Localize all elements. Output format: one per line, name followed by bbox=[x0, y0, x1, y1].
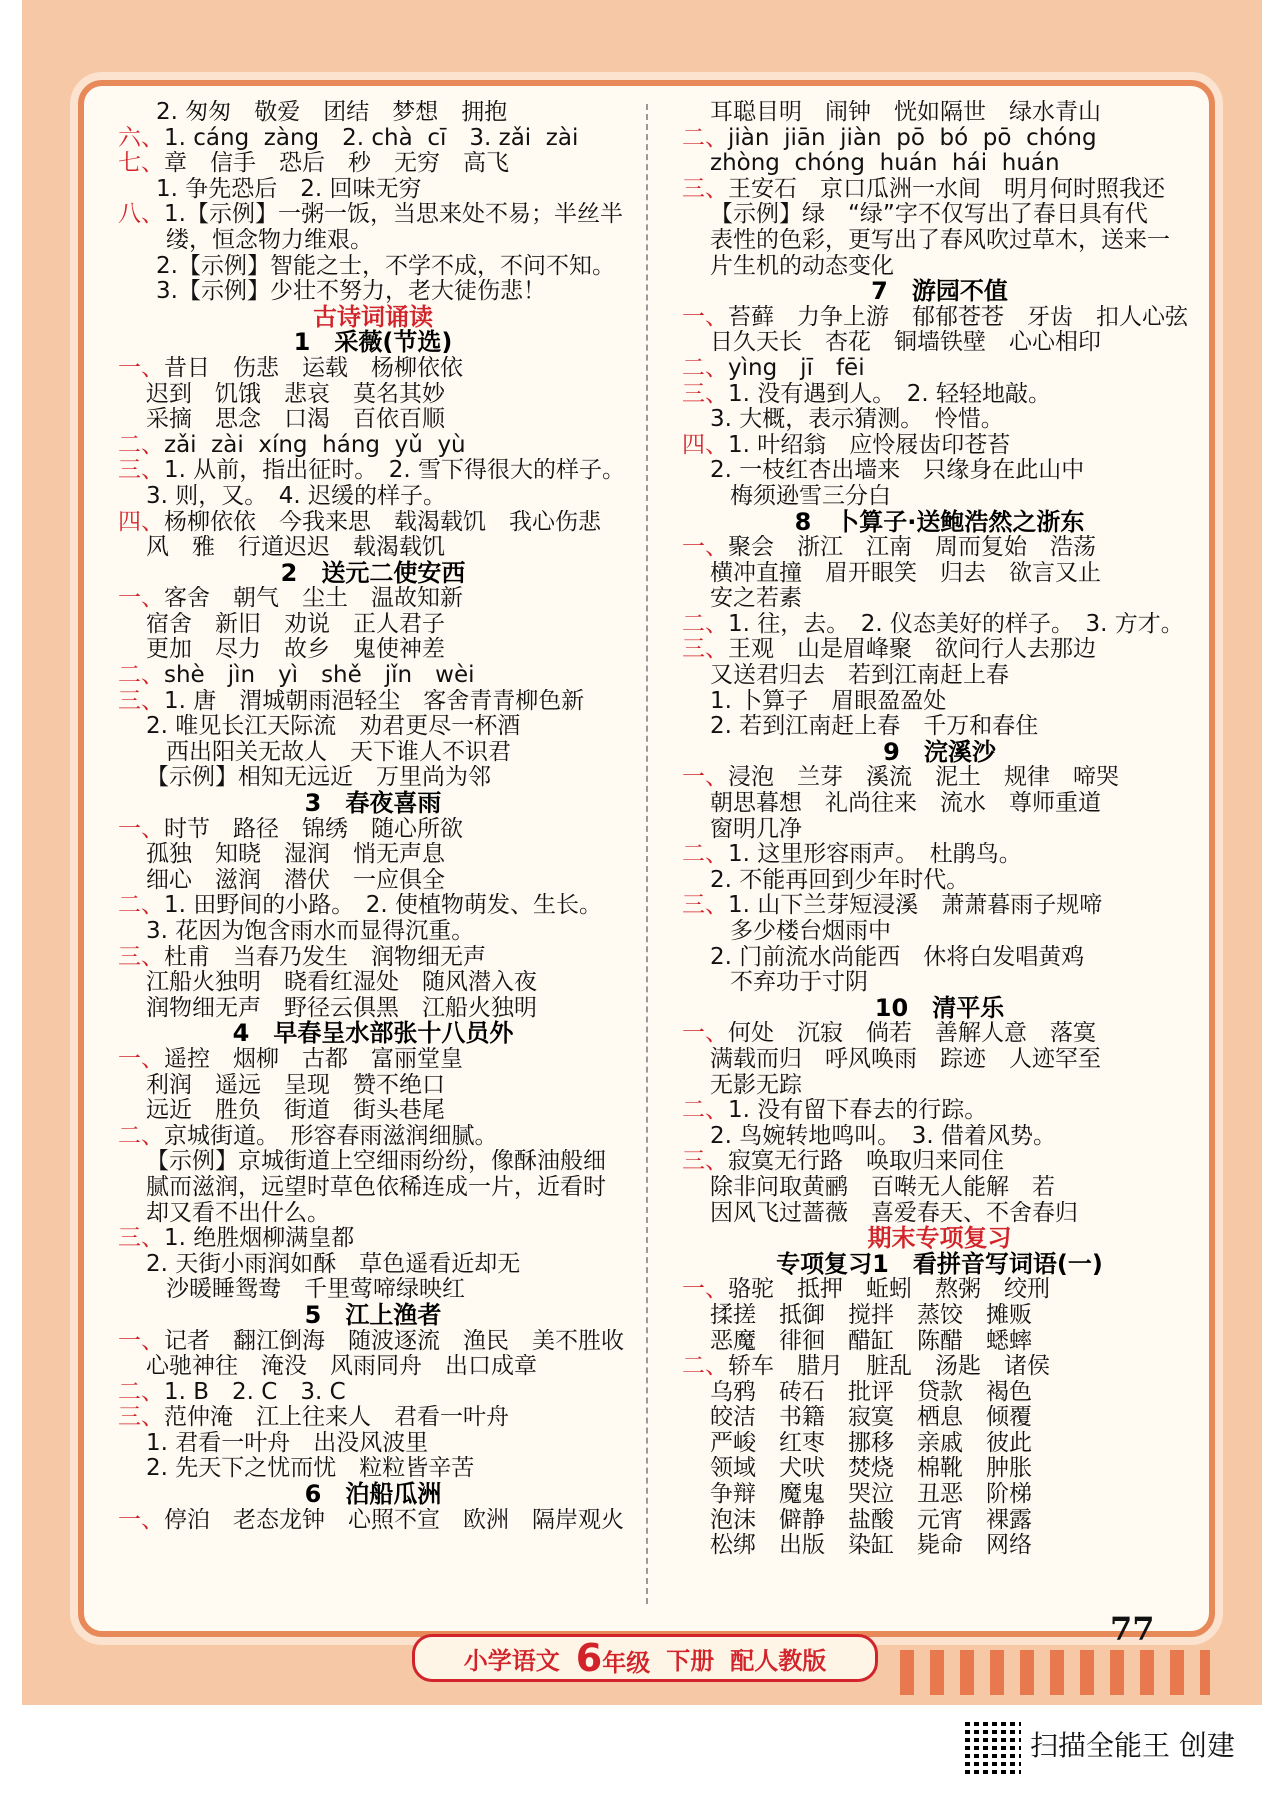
answer-line: 又送君归去 若到江南赶上春 bbox=[710, 663, 1009, 689]
question-number: 二、 bbox=[682, 1098, 728, 1124]
question-number: 三、 bbox=[682, 1149, 728, 1175]
question-number: 一、 bbox=[682, 1021, 728, 1047]
answer-line bbox=[118, 663, 628, 689]
question-number: 二、 bbox=[682, 842, 728, 868]
answer-line: 朝思暮想 礼尚往来 流水 尊师重道 bbox=[710, 791, 1101, 817]
section-heading: 专项复习1 看拼音写词语(一) bbox=[776, 1249, 1103, 1278]
answer-line bbox=[118, 510, 628, 536]
answer-line bbox=[682, 637, 1197, 663]
answer-line bbox=[118, 1405, 628, 1431]
footer-term: 下册 bbox=[666, 1646, 715, 1675]
answer-text: 杜甫 当春乃发生 润物细无声 bbox=[164, 944, 486, 970]
answer-line: 西出阳关无故人 天下谁人不识君 bbox=[166, 739, 511, 765]
answer-line: zhòng chóng huán hái huán bbox=[710, 151, 1060, 177]
answer-line: 腻而滋润，远望时草色依稀连成一片，近看时 bbox=[146, 1174, 606, 1200]
answer-line: 2. 唯见长江天际流 劝君更尽一杯酒 bbox=[146, 714, 521, 740]
question-number: 二、 bbox=[682, 355, 728, 381]
question-number: 一、 bbox=[682, 535, 728, 561]
answer-line bbox=[118, 126, 628, 152]
answer-line: 3. 则，又。 4. 迟缓的样子。 bbox=[146, 483, 447, 509]
answer-text: 1. 没有留下春去的行踪。 bbox=[728, 1098, 988, 1124]
question-number: 三、 bbox=[682, 893, 728, 919]
answer-line bbox=[682, 1098, 1197, 1124]
answer-text: 1. 绝胜烟柳满皇都 bbox=[164, 1226, 355, 1252]
question-number: 三、 bbox=[118, 688, 164, 714]
answer-line: 3.【示例】少壮不努力，老大徒伤悲！ bbox=[156, 279, 546, 305]
answer-text: jiàn jiān jiàn pō bó pō chóng bbox=[728, 125, 1097, 151]
answer-line bbox=[118, 1329, 628, 1355]
answer-line: 揉搓 抵御 搅拌 蒸饺 摊贩 bbox=[710, 1302, 1032, 1328]
answer-text: shè jìn yì shě jǐn wèi bbox=[164, 663, 475, 689]
question-number: 四、 bbox=[682, 432, 728, 458]
answer-line: 细心 滋润 潜伏 一应俱全 bbox=[146, 867, 445, 893]
footer-grade-suffix: 年级 bbox=[602, 1649, 651, 1677]
answer-line: 润物细无声 野径云俱黑 江船火独明 bbox=[146, 995, 537, 1021]
answer-line: 片生机的动态变化 bbox=[710, 253, 894, 279]
answer-text: 1. 从前，指出征时。 2. 雪下得很大的样子。 bbox=[164, 458, 626, 484]
answer-line bbox=[682, 1277, 1197, 1303]
answer-line: 2.【示例】智能之士，不学不成，不问不知。 bbox=[156, 253, 615, 279]
answer-line: 领域 犬吠 焚烧 棉靴 肿胀 bbox=[710, 1456, 1032, 1482]
answer-text: 章 信手 恐后 秒 无穷 高飞 bbox=[164, 151, 509, 177]
question-number: 三、 bbox=[118, 1226, 164, 1252]
answer-text: 1.【示例】一粥一饭，当思来处不易；半丝半 bbox=[164, 202, 623, 228]
answer-text: 王观 山是眉峰聚 欲问行人去那边 bbox=[728, 637, 1096, 663]
answer-line: 更加 尽力 故乡 鬼使神差 bbox=[146, 637, 445, 663]
answer-line bbox=[118, 817, 628, 843]
answer-line: 迟到 饥饿 悲哀 莫名其妙 bbox=[146, 381, 445, 407]
answer-text: 轿车 腊月 脏乱 汤匙 诸侯 bbox=[728, 1354, 1050, 1380]
answer-line: 【示例】京城街道上空细雨纷纷，像酥油般细 bbox=[146, 1149, 606, 1175]
answer-line: 因风飞过蔷薇 喜爱春天、不舍春归 bbox=[710, 1200, 1078, 1226]
answer-line bbox=[118, 1226, 628, 1252]
answer-line: 【示例】相知无远近 万里尚为邻 bbox=[146, 765, 491, 791]
answer-line: 风 雅 行道迟迟 载渴载饥 bbox=[146, 535, 445, 561]
answer-line: 2. 先天下之忧而忧 粒粒皆辛苦 bbox=[146, 1456, 475, 1482]
answer-text: 客舍 朝气 尘土 温故知新 bbox=[164, 586, 463, 612]
answer-text: 范仲淹 江上往来人 君看一叶舟 bbox=[164, 1405, 509, 1431]
question-number: 二、 bbox=[118, 432, 164, 458]
answer-line bbox=[682, 1149, 1197, 1175]
answer-line bbox=[682, 382, 1197, 408]
question-number: 一、 bbox=[118, 1046, 164, 1072]
answer-text: 杨柳依依 今我来思 载渴载饥 我心伤悲 bbox=[164, 509, 601, 535]
question-number: 三、 bbox=[682, 637, 728, 663]
left-column bbox=[118, 100, 628, 1533]
answer-text: 1. B 2. C 3. C bbox=[164, 1379, 346, 1405]
answer-line: 窗明几净 bbox=[710, 816, 802, 842]
question-number: 二、 bbox=[118, 1123, 164, 1149]
answer-line: 1. 争先恐后 2. 回味无穷 bbox=[156, 176, 422, 202]
question-number: 一、 bbox=[118, 816, 164, 842]
answer-line: 2. 天街小雨润如酥 草色遥看近却无 bbox=[146, 1251, 521, 1277]
question-number: 二、 bbox=[682, 1354, 728, 1380]
question-number: 三、 bbox=[118, 1405, 164, 1431]
answer-text: 1. 唐 渭城朝雨浥轻尘 客舍青青柳色新 bbox=[164, 688, 585, 714]
answer-line: 2. 鸟婉转地鸣叫。 3. 借着风势。 bbox=[710, 1123, 1057, 1149]
answer-line: 多少楼台烟雨中 bbox=[730, 919, 891, 944]
answer-line bbox=[118, 1047, 628, 1073]
section-heading: 2 送元二使安西 bbox=[280, 558, 466, 587]
answer-line: 除非问取黄鹂 百啭无人能解 若 bbox=[710, 1174, 1055, 1200]
section-heading: 4 早春呈水部张十八员外 bbox=[232, 1019, 514, 1048]
section-heading: 期末专项复习 bbox=[867, 1224, 1012, 1253]
answer-line: 泡沫 僻静 盐酸 元宵 裸露 bbox=[710, 1507, 1032, 1533]
answer-line bbox=[682, 177, 1197, 203]
answer-line bbox=[118, 689, 628, 715]
question-number: 一、 bbox=[118, 586, 164, 612]
answer-line bbox=[682, 1354, 1197, 1380]
scanner-watermark: 扫描全能王 创建 bbox=[1030, 1729, 1235, 1762]
section-heading: 古诗词诵读 bbox=[313, 302, 433, 331]
answer-text: 1. 这里形容雨声。 杜鹃鸟。 bbox=[728, 842, 1022, 868]
answer-line bbox=[118, 356, 628, 382]
question-number: 七、 bbox=[118, 151, 164, 177]
answer-line bbox=[682, 305, 1197, 331]
answer-line: 缕，恒念物力维艰。 bbox=[166, 227, 373, 253]
answer-line: 心驰神往 淹没 风雨同舟 出口成章 bbox=[146, 1354, 537, 1380]
answer-line: 日久天长 杏花 铜墙铁壁 心心相印 bbox=[710, 330, 1101, 356]
answer-line: 严峻 红枣 挪移 亲戚 彼此 bbox=[710, 1430, 1032, 1456]
section-heading: 1 采薇(节选) bbox=[293, 328, 453, 357]
question-number: 一、 bbox=[118, 1328, 164, 1354]
answer-text: 骆驼 抵押 蚯蚓 熬粥 绞刑 bbox=[728, 1277, 1050, 1303]
answer-line bbox=[118, 433, 628, 459]
answer-line bbox=[682, 126, 1197, 152]
answer-line: 1. 卜算子 眉眼盈盈处 bbox=[710, 688, 947, 714]
question-number: 二、 bbox=[118, 663, 164, 689]
answer-line: 采摘 思念 口渴 百依百顺 bbox=[146, 407, 445, 433]
answer-line bbox=[118, 1124, 628, 1150]
answer-line bbox=[682, 433, 1197, 459]
answer-text: yìng jī fēi bbox=[728, 355, 865, 381]
answer-line bbox=[682, 356, 1197, 382]
footer-grade: 6 bbox=[575, 1636, 603, 1680]
answer-text: 京城街道。 形容春雨滋润细腻。 bbox=[164, 1123, 498, 1149]
question-number: 三、 bbox=[118, 944, 164, 970]
answer-line: 恶魔 徘徊 醋缸 陈醋 蟋蟀 bbox=[710, 1328, 1032, 1354]
answer-line bbox=[118, 945, 628, 971]
answer-line: 【示例】绿 “绿”字不仅写出了春日具有代 bbox=[710, 202, 1148, 228]
answer-text: 何处 沉寂 倘若 善解人意 落寞 bbox=[728, 1021, 1096, 1047]
question-number: 二、 bbox=[118, 893, 164, 919]
answer-line bbox=[118, 1380, 628, 1406]
answer-line: 皎洁 书籍 寂寞 栖息 倾覆 bbox=[710, 1405, 1032, 1431]
question-number: 四、 bbox=[118, 509, 164, 535]
answer-line: 江船火独明 晓看红湿处 随风潜入夜 bbox=[146, 970, 537, 996]
answer-line: 沙暖睡鸳鸯 千里莺啼绿映红 bbox=[166, 1277, 465, 1303]
answer-line bbox=[682, 612, 1197, 638]
answer-text: zǎi zài xíng háng yǔ yù bbox=[164, 432, 466, 458]
answer-line: 横冲直撞 眉开眼笑 归去 欲言又止 bbox=[710, 560, 1101, 586]
answer-line: 不弃功于寸阴 bbox=[730, 970, 868, 996]
question-number: 八、 bbox=[118, 202, 164, 228]
answer-text: 1. 没有遇到人。 2. 轻轻地敲。 bbox=[728, 381, 1052, 407]
answer-text: 1. 叶绍翁 应怜屐齿印苍苔 bbox=[728, 432, 1011, 458]
section-heading: 10 清平乐 bbox=[874, 993, 1005, 1022]
answer-line bbox=[682, 535, 1197, 561]
question-number: 六、 bbox=[118, 125, 164, 151]
answer-line: 却又看不出什么。 bbox=[146, 1200, 330, 1226]
answer-text: 遥控 烟柳 古都 富丽堂皇 bbox=[164, 1046, 463, 1072]
answer-line: 2. 不能再回到少年时代。 bbox=[710, 867, 970, 893]
answer-line bbox=[682, 893, 1197, 919]
answer-line: 3. 大概，表示猜测。 怜惜。 bbox=[710, 407, 1004, 433]
answer-text: 昔日 伤悲 运载 杨柳依依 bbox=[164, 355, 463, 381]
answer-line: 争辩 魔鬼 哭泣 丑恶 阶梯 bbox=[710, 1482, 1032, 1508]
answer-text: 浸泡 兰芽 溪流 泥土 规律 啼哭 bbox=[728, 765, 1119, 791]
answer-line bbox=[118, 586, 628, 612]
answer-line: 3. 花因为饱含雨水而显得沉重。 bbox=[146, 919, 475, 944]
question-number: 二、 bbox=[682, 125, 728, 151]
question-number: 一、 bbox=[118, 1507, 164, 1533]
answer-line: 2. 若到江南赶上春 千万和春住 bbox=[710, 714, 1039, 740]
answer-text: 1. 往，去。 2. 仪态美好的样子。 3. 方才。 bbox=[728, 611, 1184, 637]
answer-line bbox=[682, 1021, 1197, 1047]
answer-line: 表性的色彩，更写出了春风吹过草木，送来一 bbox=[710, 227, 1170, 253]
question-number: 三、 bbox=[682, 176, 728, 202]
answer-line bbox=[118, 458, 628, 484]
answer-line: 乌鸦 砖石 批评 贷款 褐色 bbox=[710, 1379, 1032, 1405]
question-number: 一、 bbox=[682, 304, 728, 330]
decorative-stripes bbox=[900, 1650, 1210, 1695]
answer-line: 孤独 知晓 湿润 悄无声息 bbox=[146, 842, 445, 868]
answer-text: 停泊 老态龙钟 心照不宣 欧洲 隔岸观火 bbox=[164, 1507, 624, 1533]
answer-text: 聚会 浙江 江南 周而复始 浩荡 bbox=[728, 535, 1096, 561]
answer-line bbox=[682, 842, 1197, 868]
right-column bbox=[682, 100, 1197, 1559]
answer-line: 松绑 出版 染缸 毙命 网络 bbox=[710, 1533, 1032, 1559]
answer-line bbox=[118, 1508, 628, 1534]
question-number: 一、 bbox=[118, 355, 164, 381]
book-footer-badge bbox=[412, 1634, 878, 1682]
answer-text: 王安石 京口瓜洲一水间 明月何时照我还 bbox=[728, 176, 1165, 202]
answer-line: 耳聪目明 闹钟 恍如隔世 绿水青山 bbox=[710, 100, 1101, 125]
answer-text: 寂寞无行路 唤取归来同住 bbox=[728, 1149, 1004, 1175]
answer-line: 安之若素 bbox=[710, 586, 802, 612]
question-number: 一、 bbox=[682, 765, 728, 791]
question-number: 三、 bbox=[118, 458, 164, 484]
column-divider bbox=[646, 104, 648, 1604]
question-number: 二、 bbox=[682, 611, 728, 637]
qr-code-pattern bbox=[965, 1718, 1021, 1774]
answer-line: 2. 匆匆 敬爱 团结 梦想 拥抱 bbox=[156, 100, 508, 125]
answer-line: 远近 胜负 街道 街头巷尾 bbox=[146, 1098, 445, 1124]
answer-line: 无影无踪 bbox=[710, 1072, 802, 1098]
answer-text: 时节 路径 锦绣 随心所欲 bbox=[164, 816, 463, 842]
section-heading: 3 春夜喜雨 bbox=[304, 789, 442, 818]
answer-text: 苔藓 力争上游 郁郁苍苍 牙齿 扣人心弦 bbox=[728, 304, 1188, 330]
answer-line bbox=[118, 202, 628, 228]
answer-line: 利润 遥远 呈现 赞不绝口 bbox=[146, 1072, 445, 1098]
section-heading: 6 泊船瓜洲 bbox=[304, 1480, 442, 1509]
answer-line: 2. 一枝红杏出墙来 只缘身在此山中 bbox=[710, 458, 1085, 484]
answer-text: 1. cáng zàng 2. chà cī 3. zǎi zài bbox=[164, 125, 579, 151]
question-number: 二、 bbox=[118, 1379, 164, 1405]
answer-line: 宿舍 新旧 劝说 正人君子 bbox=[146, 611, 445, 637]
answer-line: 梅须逊雪三分白 bbox=[730, 483, 891, 509]
answer-text: 1. 山下兰芽短浸溪 萧萧暮雨子规啼 bbox=[728, 893, 1103, 919]
section-heading: 5 江上渔者 bbox=[304, 1300, 442, 1329]
answer-text: 记者 翻江倒海 随波逐流 渔民 美不胜收 bbox=[164, 1328, 624, 1354]
section-heading: 9 浣溪沙 bbox=[883, 737, 996, 766]
answer-line bbox=[118, 151, 628, 177]
answer-line: 1. 君看一叶舟 出没风波里 bbox=[146, 1430, 429, 1456]
answer-line: 2. 门前流水尚能西 休将白发唱黄鸡 bbox=[710, 944, 1085, 970]
section-heading: 8 卜算子·送鲍浩然之浙东 bbox=[794, 507, 1085, 536]
answer-line bbox=[682, 765, 1197, 791]
footer-subject: 小学语文 bbox=[463, 1646, 560, 1675]
answer-text: 1. 田野间的小路。 2. 使植物萌发、生长。 bbox=[164, 893, 603, 919]
question-number: 三、 bbox=[682, 381, 728, 407]
answer-line bbox=[118, 893, 628, 919]
footer-edition: 配人教版 bbox=[730, 1646, 827, 1675]
section-heading: 7 游园不值 bbox=[871, 277, 1008, 306]
question-number: 一、 bbox=[682, 1277, 728, 1303]
answer-line: 满载而归 呼风唤雨 踪迹 人迹罕至 bbox=[710, 1046, 1101, 1072]
page-number: 77 bbox=[1110, 1610, 1155, 1648]
